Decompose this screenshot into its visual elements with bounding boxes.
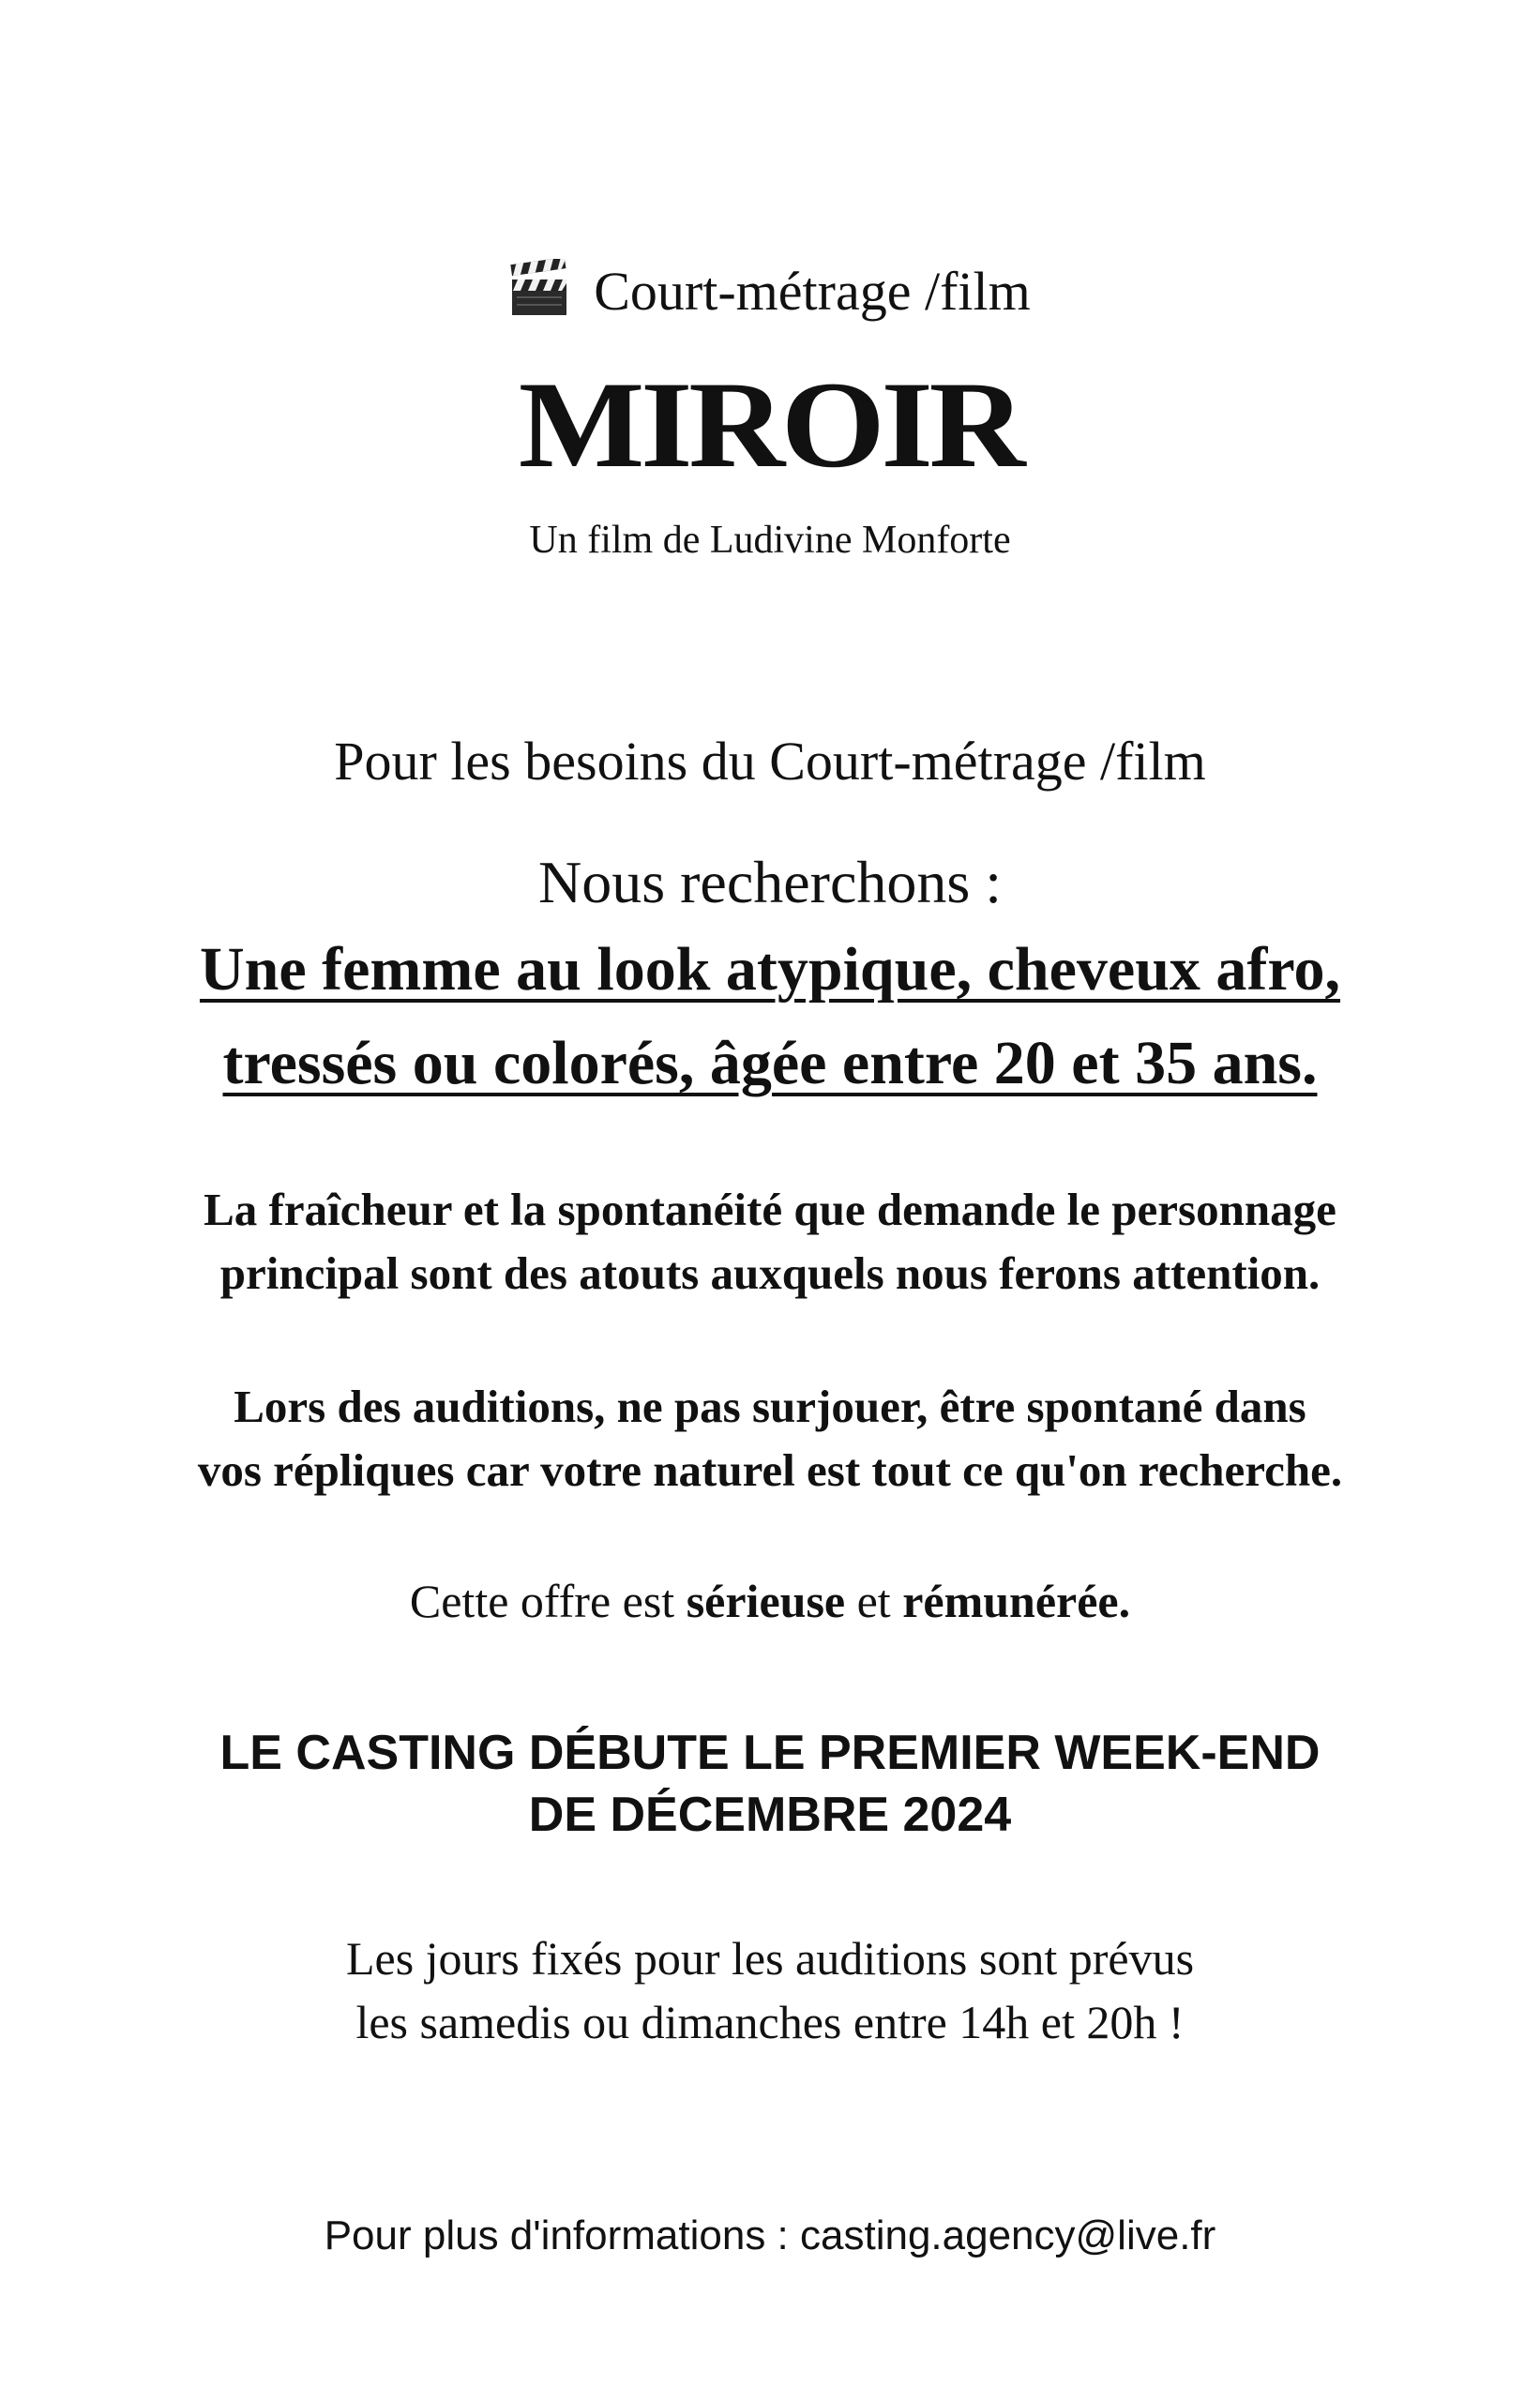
audition-schedule (0, 1926, 1540, 2054)
offer-prefix: Cette offre est (409, 1575, 687, 1627)
contact-info: Pour plus d'informations : casting.agency@live.fr (324, 2212, 1216, 2258)
film-title: MIROIR (518, 355, 1022, 493)
offer-middle: et (845, 1575, 903, 1627)
offer-paid: rémunérée. (902, 1575, 1131, 1627)
freshness-paragraph (0, 1178, 1540, 1306)
audition-advice-line-1: Lors des auditions, ne pas surjouer, être spontané dans (234, 1381, 1306, 1432)
wanted-line-2: tressés ou colorés, âgée entre 20 et 35 ans. (222, 1029, 1318, 1097)
seeking-heading: Nous recherchons : (537, 849, 1003, 915)
wanted-line-1: Une femme au look atypique, cheveux afro, (199, 935, 1341, 1004)
clapperboard-icon (509, 259, 569, 317)
wanted-description (0, 923, 1540, 1110)
kicker-line (0, 251, 1540, 332)
film-byline: Un film de Ludivine Monforte (529, 519, 1011, 562)
offer-serious: sérieuse (686, 1575, 846, 1627)
schedule-line-2: les samedis ou dimanches entre 14h et 20h ! (355, 1996, 1185, 2048)
casting-line-1: LE CASTING DÉBUTE LE PREMIER WEEK-END (219, 1726, 1321, 1780)
freshness-line-1: La fraîcheur et la spontanéité que demande le personnage (204, 1184, 1336, 1235)
freshness-line-2: principal sont des atouts auxquels nous ferons attention. (219, 1247, 1321, 1299)
audition-advice-paragraph (0, 1375, 1540, 1503)
kicker-text: Court-métrage /film (594, 261, 1031, 322)
casting-start-announcement (0, 1722, 1540, 1846)
intro-line: Pour les besoins du Court-métrage /film (334, 731, 1206, 792)
schedule-line-1: Les jours fixés pour les auditions sont prévus (345, 1932, 1195, 1985)
casting-line-2: DE DÉCEMBRE 2024 (528, 1788, 1012, 1842)
audition-advice-line-2: vos répliques car votre naturel est tout ce qu'on recherche. (197, 1444, 1343, 1496)
offer-line (0, 1566, 1540, 1636)
